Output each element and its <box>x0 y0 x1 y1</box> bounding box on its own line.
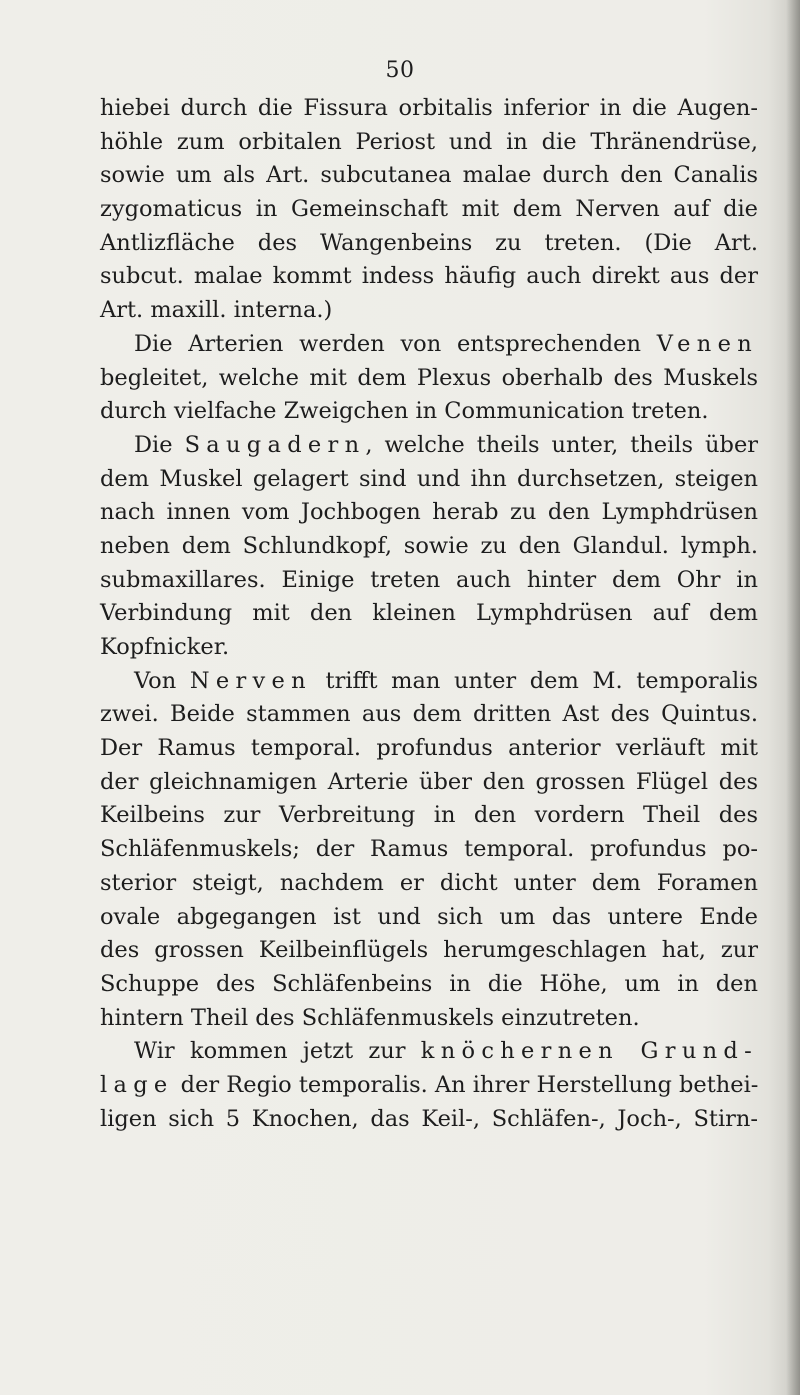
text-line <box>100 260 758 294</box>
text-line <box>100 328 758 362</box>
text-segment: begleitet, welche mit dem Plexus oberhalb des Muskels <box>100 364 758 391</box>
text-segment: höhle zum orbitalen Periost und in die Thränendrüse, <box>100 128 758 155</box>
text-segment: nach innen vom Jochbogen herab zu den Lymphdrüsen <box>100 499 758 526</box>
text-line <box>100 665 758 699</box>
text-segment: Von <box>134 667 190 694</box>
text-segment: der Regio temporalis. An ihrer Herstellung bethei- <box>173 1071 759 1098</box>
spaced-emphasis: Saugadern <box>184 431 366 458</box>
text-line <box>100 901 758 935</box>
spaced-emphasis: Venen <box>656 330 758 357</box>
text-segment: Schläfenmuskels; der Ramus temporal. profundus po- <box>100 836 758 863</box>
text-line <box>100 126 758 160</box>
text-segment: Art. maxill. interna.) <box>100 297 333 324</box>
text-segment: zwei. Beide stammen aus dem dritten Ast des Quintus. <box>100 701 758 728</box>
text-segment: , welche theils unter, theils über <box>365 431 759 458</box>
text-segment: ligen sich 5 Knochen, das Keil-, Schläfen-, Joch-, Stirn- <box>100 1105 758 1132</box>
text-line <box>100 227 758 261</box>
text-line <box>100 766 758 800</box>
text-segment: Wir kommen jetzt zur <box>134 1038 421 1065</box>
text-line <box>100 732 758 766</box>
text-line <box>100 496 758 530</box>
text-segment: durch vielfache Zweigchen in Communication treten. <box>100 398 709 425</box>
text-segment: des grossen Keilbeinflügels herumgeschlagen hat, zur <box>100 937 758 964</box>
text-segment: Die <box>134 431 185 458</box>
text-segment: der gleichnamigen Arterie über den grossen Flügel des <box>100 768 758 795</box>
page-edge-shadow <box>786 0 800 1395</box>
text-line <box>100 429 758 463</box>
text-line <box>100 294 758 328</box>
text-line <box>100 934 758 968</box>
text-line <box>100 1103 758 1137</box>
spaced-emphasis: lage <box>100 1071 174 1098</box>
spaced-emphasis: Nerven <box>189 667 312 694</box>
text-line <box>100 530 758 564</box>
text-line <box>100 1035 758 1069</box>
text-line <box>100 1069 758 1103</box>
text-line <box>100 193 758 227</box>
text-line <box>100 631 758 665</box>
text-line <box>100 159 758 193</box>
text-line <box>100 867 758 901</box>
text-line <box>100 1002 758 1036</box>
text-segment: submaxillares. Einige treten auch hinter dem Ohr in <box>100 566 758 593</box>
text-segment: ovale abgegangen ist und sich um das untere Ende <box>100 903 758 930</box>
text-segment: neben dem Schlundkopf, sowie zu den Glandul. lymph. <box>100 532 758 559</box>
text-segment: sterior steigt, nachdem er dicht unter dem Foramen <box>100 869 758 896</box>
text-line <box>100 698 758 732</box>
text-line <box>100 968 758 1002</box>
text-segment: trifft man unter dem M. temporalis <box>311 667 758 694</box>
text-segment: hiebei durch die Fissura orbitalis inferior in die Augen- <box>100 95 758 121</box>
page-number: 50 <box>385 58 415 83</box>
text-segment: Der Ramus temporal. profundus anterior verläuft mit <box>100 735 758 762</box>
text-line <box>100 362 758 396</box>
text-line <box>100 92 758 126</box>
text-segment: subcut. malae kommt indess häufig auch direkt aus der <box>100 263 758 290</box>
text-segment: sowie um als Art. subcutanea malae durch den Canalis <box>100 162 758 189</box>
text-line <box>100 833 758 867</box>
text-segment: zygomaticus in Gemeinschaft mit dem Nerven auf die <box>100 196 758 223</box>
text-line <box>100 597 758 631</box>
text-segment: Die Arterien werden von entsprechenden <box>134 330 657 357</box>
text-segment: Verbindung mit den kleinen Lymphdrüsen auf dem <box>100 600 758 627</box>
text-segment: hintern Theil des Schläfenmuskels einzutreten. <box>100 1004 640 1031</box>
text-line <box>100 799 758 833</box>
text-segment: Keilbeins zur Verbreitung in den vordern Theil des <box>100 802 758 829</box>
text-segment: dem Muskel gelagert sind und ihn durchsetzen, steigen <box>100 465 758 492</box>
spaced-emphasis: knöchernen Grund- <box>420 1038 759 1065</box>
text-line <box>100 463 758 497</box>
text-segment: Schuppe des Schläfenbeins in die Höhe, um in den <box>100 970 758 997</box>
text-segment: Kopfnicker. <box>100 634 230 660</box>
text-segment: Antlizfläche des Wangenbeins zu treten. (Die Art. <box>100 229 758 256</box>
text-line <box>100 395 758 429</box>
body-text <box>100 92 758 1136</box>
text-line <box>100 564 758 598</box>
